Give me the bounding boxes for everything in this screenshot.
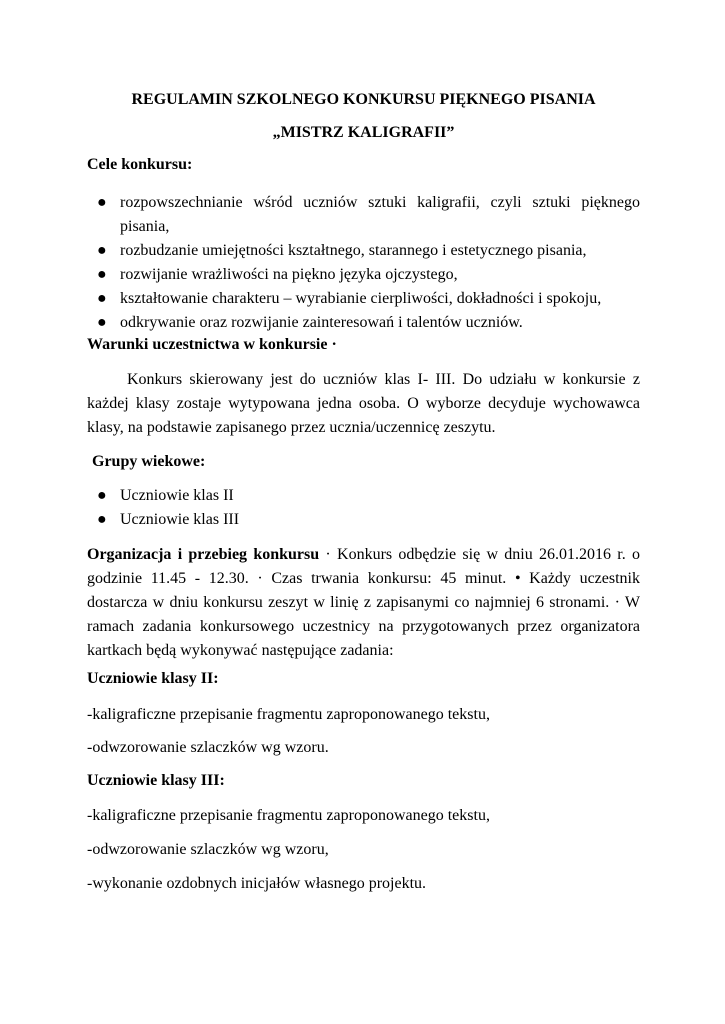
- klasy2-task: -odwzorowanie szlaczków wg wzoru.: [87, 739, 329, 756]
- list-item: ● rozwijanie wrażliwości na piękno języka ojczystego,: [87, 263, 640, 287]
- grupy-list: [87, 484, 640, 532]
- warunki-heading: Warunki uczestnictwa w konkursie ·: [87, 336, 337, 353]
- organizacja-heading: Organizacja i przebieg konkursu: [87, 546, 320, 563]
- cele-heading: Cele konkursu:: [87, 156, 193, 173]
- bullet-icon: ●: [97, 266, 107, 283]
- bullet-icon: ●: [97, 487, 107, 504]
- klasy3-task: -odwzorowanie szlaczków wg wzoru,: [87, 841, 329, 858]
- list-item: ● rozpowszechnianie wśród uczniów sztuki kaligrafii, czyli sztuki pięknego pisania,: [87, 191, 640, 239]
- bullet-icon: ●: [97, 290, 107, 307]
- list-item: ● rozbudzanie umiejętności kształtnego, starannego i estetycznego pisania,: [87, 239, 640, 263]
- document-title: REGULAMIN SZKOLNEGO KONKURSU PIĘKNEGO PISANIA: [131, 91, 596, 108]
- cele-list: [87, 191, 640, 335]
- bullet-icon: ●: [97, 242, 107, 259]
- bullet-icon: ●: [97, 194, 107, 211]
- klasy2-heading: Uczniowie klasy II:: [87, 670, 219, 687]
- list-item: ● odkrywanie oraz rozwijanie zainteresowań i talentów uczniów.: [87, 311, 640, 335]
- klasy3-heading: Uczniowie klasy III:: [87, 772, 225, 789]
- list-item: ● kształtowanie charakteru – wyrabianie cierpliwości, dokładności i spokoju,: [87, 287, 640, 311]
- klasy3-task: -wykonanie ozdobnych inicjałów własnego projektu.: [87, 875, 427, 892]
- list-item: ● Uczniowie klas II: [87, 484, 640, 508]
- bullet-icon: ●: [97, 314, 107, 331]
- list-item: ● Uczniowie klas III: [87, 508, 640, 532]
- organizacja-text: · Konkurs odbędzie się w dniu 26.01.2016 r. o godzinie 11.45 - 12.30. · Czas trwania konkursu: 45 minut. • Każdy uczestnik dostarcza w dniu konkursu zeszyt w linię z zapisanymi co najmniej 6 stronami. · W ramach zadania konkursowego uczestnicy na przygotowanych przez organizatora kartkach będą wykonywać następujące zadania:: [87, 546, 640, 659]
- klasy2-task: -kaligraficzne przepisanie fragmentu zaproponowanego tekstu,: [87, 706, 490, 723]
- bullet-icon: ●: [97, 511, 107, 528]
- warunki-paragraph: Konkurs skierowany jest do uczniów klas I- III. Do udziału w konkursie z każdej klasy zostaje wytypowana jedna osoba. O wyborze decyduje wychowawca klasy, na podstawie zapisanego przez ucznia/uczennicę zeszytu.: [87, 371, 640, 436]
- grupy-heading: Grupy wiekowe:: [92, 453, 206, 470]
- organizacja-paragraph: [87, 543, 640, 663]
- document-subtitle: „MISTRZ KALIGRAFII”: [272, 124, 455, 141]
- klasy3-task: -kaligraficzne przepisanie fragmentu zaproponowanego tekstu,: [87, 807, 490, 824]
